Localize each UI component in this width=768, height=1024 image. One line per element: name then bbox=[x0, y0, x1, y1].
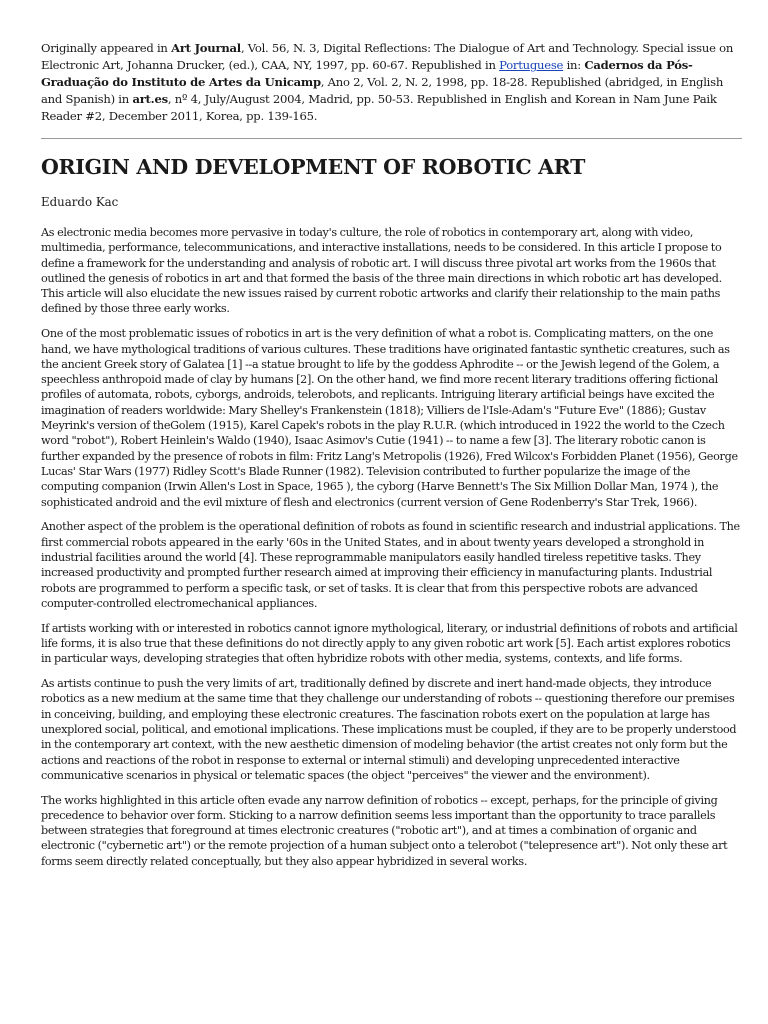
journal-name: Art Journal bbox=[171, 41, 241, 55]
note-text-2: , Vol. 56, N. 3, Digital Reflections: The Dialogue of Art and Technology. Special issue on Electronic Art, Johanna Drucker, (ed.), CAA, NY, 1997, pp. 60-67. Republished in bbox=[41, 41, 734, 72]
paragraph-1: As electronic media becomes more pervasive in today's culture, the role of robotics in contemporary art, along with video, multimedia, performance, telecommunications, and interactive installations, needs to be considered. In this article I propose to define a framework for the understanding and analysis of robotic art. I will discuss three pivotal art works from the 1960s that outlined the genesis of robotics in art and that formed the basis of the three main directions in which robotic art has developed. This article will also elucidate the new issues raised by current robotic artworks and clarify their relationship to the main paths defined by those three early works. bbox=[41, 226, 722, 316]
note-text-3: in: bbox=[563, 58, 585, 72]
divider bbox=[41, 138, 742, 139]
paragraph-4: If artists working with or interested in robotics cannot ignore mythological, literary, or industrial definitions of robots and artificial life forms, it is also true that these definitions do not directly apply to any given robotic art work [5]. Each artist explores robotics in particular ways, developing strategies that often hybridize robots with other media, systems, contexts, and life forms. bbox=[41, 621, 738, 666]
paragraph-5: As artists continue to push the very limits of art, traditionally defined by discrete and inert hand-made objects, they introduce robotics as a new medium at the same time that they challenge our understanding of robots -- questioning therefore our premises in conceiving, building, and employing these electronic creatures. The fascination robots exert on the population at large has unexplored social, political, and emotional implications. These implications must be coupled, if they are to be properly understood in the contemporary art context, with the new aesthetic dimension of modeling behavior (the artist creates not only form but the actions and reactions of the robot in response to external or internal stimuli) and developing unprecedented interactive communicative scenarios in physical or telematic spaces (the object "perceives" the viewer and the environment). bbox=[41, 677, 737, 782]
article-title: ORIGIN AND DEVELOPMENT OF ROBOTIC ART bbox=[41, 155, 586, 179]
paragraph-6: The works highlighted in this article often evade any narrow definition of robotics -- except, perhaps, for the principle of giving precedence to behavior over form. Sticking to a narrow definition seems less important than the opportunity to trace parallels between strategies that foreground at times electronic creatures ("robotic art"), and at times a combination of organic and electronic ("cybernetic art") or the remote projection of a human subject onto a telerobot ("telepresence art"). Not only these art forms seem directly related conceptually, but they also appear hybridized in several works. bbox=[41, 793, 728, 868]
cadernos-name: Cadernos da Pós-Graduação do Instituto de Artes da Unicamp bbox=[41, 58, 693, 89]
paragraph-3: Another aspect of the problem is the operational definition of robots as found in scientific research and industrial applications. The first commercial robots appeared in the early '60s in the United States, and in about twenty years developed a stronghold in industrial facilities around the world [4]. These reprogrammable manipulators easily handled tireless repetitive tasks. They increased productivity and prompted further research aimed at improving their efficiency in manufacturing plants. Industrial robots are programmed to perform a specific task, or set of tasks. It is clear that from this perspective robots are advanced computer-controlled electromechanical appliances. bbox=[41, 520, 740, 610]
artes-name: art.es bbox=[132, 92, 168, 106]
publication-note bbox=[41, 40, 742, 125]
paragraph-2: One of the most problematic issues of robotics in art is the very definition of what a robot is. Complicating matters, on the one hand, we have mythological traditions of various cultures. These traditions have originated fantastic synthetic creatures, such as the ancient Greek story of Galatea [1] --a statue brought to life by the goddess Aphrodite -- or the Jewish legend of the Golem, a speechless anthropoid made of clay by humans [2]. On the other hand, we find more recent literary traditions offering fictional profiles of automata, robots, cyborgs, androids, telerobots, and replicants. Intriguing literary artificial beings have excited the imagination of readers worldwide: Mary Shelley's Frankenstein (1818); Villiers de l'Isle-Adam's "Future Eve" (1886); Gustav Meyrink's version of theGolem (1915), Karel Capek's robots in the play R.U.R. (which introduced in 1922 the world to the Czech word "robot"), Robert Heinlein's Waldo (1940), Isaac Asimov's Cutie (1941) -- to name a few [3]. The literary robotic canon is further expanded by the presence of robots in film: Fritz Lang's Metropolis (1926), Fred Wilcox's Forbidden Planet (1956), George Lucas' Star Wars (1977) Ridley Scott's Blade Runner (1982). Television contributed to further popularize the image of the computing companion (Irwin Allen's Lost in Space, 1965 ), the cyborg (Harve Bennett's The Six Million Dollar Man, 1974 ), the sophisticated android and the evil mixture of flesh and electronics (current version of Gene Rodenberry's Star Trek, 1966). bbox=[41, 327, 738, 509]
note-text-1: Originally appeared in bbox=[41, 41, 172, 55]
portuguese-link[interactable]: Portuguese bbox=[499, 58, 564, 72]
note-text-4: , Ano 2, Vol. 2, N. 2, 1998, pp. 18-28. Republished (abridged, in English and Spanish) in bbox=[41, 75, 724, 106]
note-text-5: , nº 4, July/August 2004, Madrid, pp. 50-53. Republished in English and Korean in Nam June Paik Reader #2, December 2011, Korea, pp. 139-165. bbox=[41, 92, 717, 123]
author-name: Eduardo Kac bbox=[41, 195, 119, 209]
